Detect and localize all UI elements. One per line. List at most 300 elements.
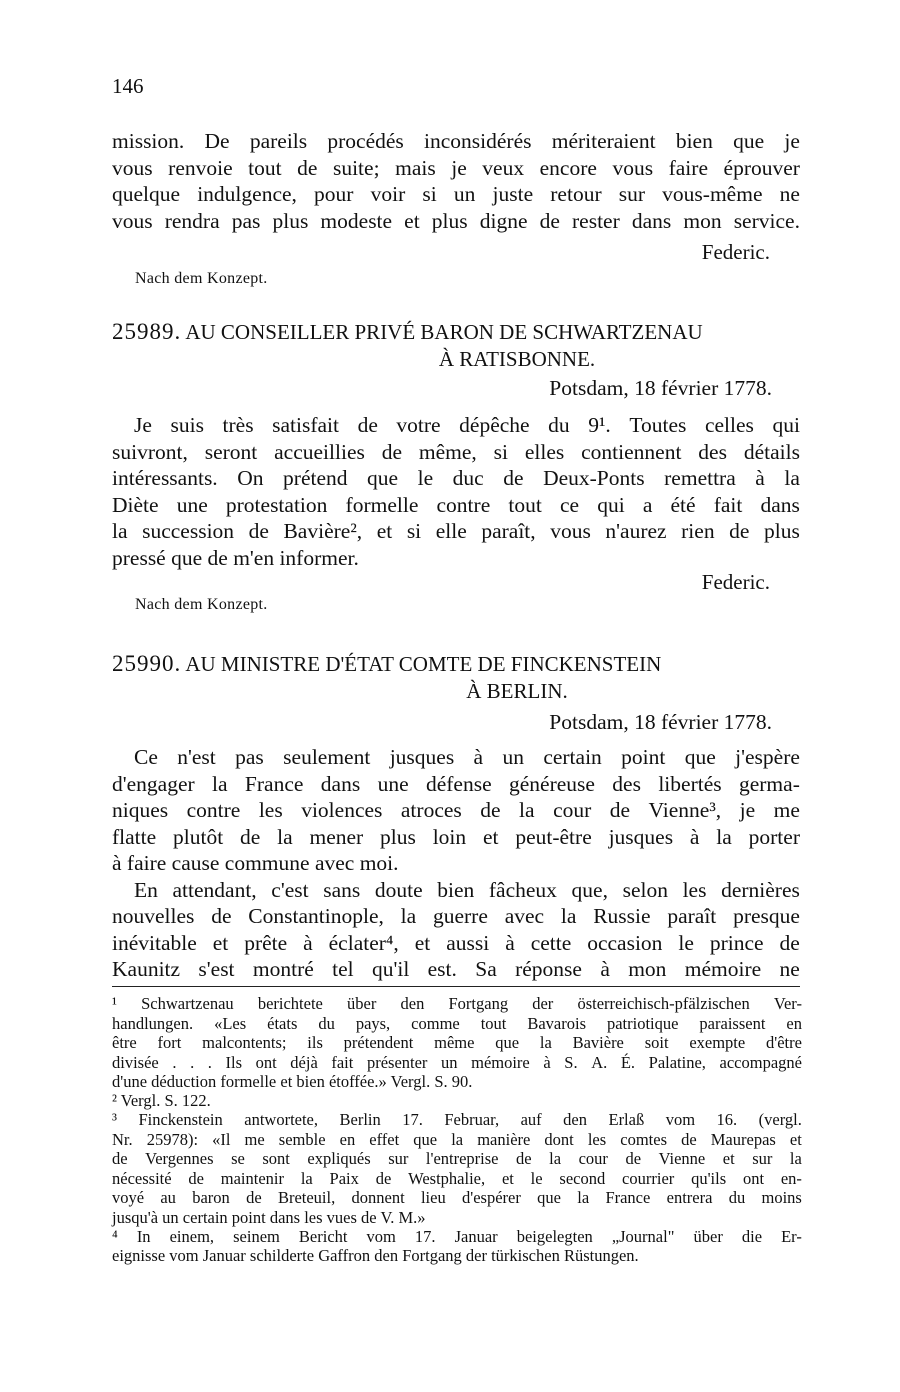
word: prince (709, 930, 764, 955)
word: Toutes (629, 413, 687, 437)
word: fait (331, 1052, 354, 1072)
word: plus (764, 519, 800, 543)
word: mission. (112, 129, 185, 153)
word: pareils (249, 129, 308, 153)
word: Bavière², (283, 519, 363, 543)
word: seront (204, 439, 258, 464)
word: On (237, 466, 264, 490)
word: pas (231, 208, 261, 233)
word: France (605, 1188, 651, 1207)
word: Deux-Ponts (543, 466, 645, 490)
word: d'engager (112, 771, 195, 796)
word: inconsidérés (424, 129, 532, 153)
word: violences (301, 798, 383, 822)
footnote-line: d'une déduction formelle et bien étoffée.» Vergl. S. 90. (112, 1072, 473, 1091)
word: renvoie (168, 155, 233, 180)
word: sont (262, 1149, 290, 1168)
word: n'aurez (605, 519, 667, 543)
word: suivront, (112, 439, 188, 464)
word: états (267, 1013, 298, 1033)
word: „Journal" (611, 1226, 675, 1246)
word: flatte (112, 824, 157, 849)
word: été (670, 492, 696, 517)
word: Schwartzenau (141, 994, 234, 1013)
word: que (413, 1129, 438, 1149)
word: que (495, 1033, 520, 1052)
word: éprouver (723, 155, 800, 180)
word: Bavière (572, 1033, 624, 1052)
word: exempte (689, 1033, 746, 1052)
word: c'est (271, 877, 309, 902)
continuation-paragraph (112, 128, 800, 234)
word: de (539, 208, 560, 233)
word: faire (668, 155, 708, 180)
word: de (248, 519, 269, 543)
letter-recipient: AU CONSEILLER PRIVÉ BARON DE SCHWARTZENAU (185, 320, 703, 344)
text-line (112, 465, 800, 492)
word: Ce (134, 745, 158, 769)
word: des (698, 439, 727, 464)
word: Bavarois (527, 1013, 586, 1033)
word: cette (530, 930, 572, 955)
word: beigelegten (516, 1226, 593, 1246)
word: baron (192, 1188, 230, 1207)
word: à (473, 745, 484, 769)
word: point (621, 745, 666, 769)
word: tout (248, 155, 282, 180)
footnote-line (112, 1053, 802, 1073)
word: plus (272, 208, 309, 233)
word: Kaunitz (112, 957, 181, 981)
word: de (112, 1149, 128, 1168)
footnotes (112, 994, 802, 1265)
word: qui (597, 492, 625, 517)
footnote-line: jusqu'à un certain point dans les vues de V. M.» (112, 1207, 426, 1227)
word: ne (779, 957, 800, 981)
word: une (377, 771, 409, 796)
letter-recipient: AU MINISTRE D'ÉTAT COMTE DE FINCKENSTEIN (185, 652, 662, 676)
word: Maurepas (710, 1129, 776, 1149)
word: mériteraient (551, 129, 656, 153)
word: occasion (587, 930, 663, 955)
word: en (339, 1129, 356, 1149)
word: contre (186, 798, 241, 822)
word: la (789, 1149, 802, 1168)
text-line (112, 439, 800, 466)
word: me (773, 798, 800, 822)
word: d'être (766, 1033, 802, 1052)
text-line: pressé que de m'en informer. (112, 545, 359, 570)
source-note: Nach dem Konzept. (135, 596, 268, 613)
word: tout (508, 492, 542, 517)
word: me (244, 1129, 265, 1149)
word: la (451, 1129, 464, 1149)
word: second (559, 1168, 606, 1188)
letter-dateline: Potsdam, 18 février 1778. (549, 710, 772, 734)
word: que (367, 466, 399, 490)
word: n'est (177, 745, 216, 769)
word: intéressants. (112, 466, 218, 490)
word: quelque (112, 182, 181, 206)
word: accueillies (274, 439, 365, 464)
word: loin (432, 824, 467, 849)
letter-number: 25989. (112, 319, 182, 344)
word: österreichisch-pfälzischen (577, 994, 750, 1013)
word: über (347, 994, 377, 1013)
word: la (112, 519, 128, 543)
word: déjà (290, 1052, 318, 1072)
word: Sa (475, 957, 497, 981)
word: de (609, 798, 631, 822)
word: donnent (351, 1188, 405, 1207)
word: rester (572, 208, 620, 233)
word: berichtete (257, 994, 323, 1013)
word: seulement (283, 745, 371, 769)
word: malcontents; (202, 1033, 287, 1052)
word: ont (742, 1168, 765, 1188)
word: patriotique (606, 1013, 679, 1033)
word: le (417, 466, 434, 490)
word: 17. (414, 1226, 436, 1246)
word: montré (252, 957, 314, 981)
word: mon (628, 957, 667, 981)
word: bien (437, 877, 475, 902)
word: je (451, 155, 467, 180)
word: dans (760, 492, 800, 517)
word: et (722, 1149, 735, 1168)
footnote-line (112, 1227, 802, 1247)
word: sur (618, 182, 646, 206)
word: sur (388, 1149, 409, 1168)
word: (vergl. (758, 1110, 802, 1129)
word: prétend (283, 466, 348, 490)
word: la (549, 1149, 562, 1168)
word: que (733, 129, 765, 153)
word: seinem (233, 1226, 280, 1246)
word: lieu (420, 1188, 446, 1207)
word: atroces (400, 798, 462, 822)
word: handlungen. (112, 1013, 194, 1033)
word: la (212, 771, 228, 796)
word: antwortete, (244, 1110, 319, 1129)
word: du (318, 1013, 335, 1033)
text-line: à faire cause commune avec moi. (112, 851, 399, 875)
word: qu'ils (691, 1168, 727, 1188)
word: à (689, 824, 700, 849)
word: nécessité (112, 1168, 172, 1188)
word: généreuse (508, 771, 595, 796)
word: retour (550, 182, 602, 206)
letter-body (112, 412, 800, 571)
word: presque (733, 904, 800, 928)
word: voir (370, 182, 406, 206)
word: la (577, 1188, 590, 1207)
word: procédés (327, 129, 404, 153)
word: un (453, 182, 476, 206)
word: de (729, 519, 750, 543)
word: Fortgang (448, 994, 509, 1013)
word: la (539, 1033, 552, 1052)
word: plutôt (173, 824, 224, 849)
word: vous (612, 155, 654, 180)
word: ne (779, 182, 800, 206)
word: bien (675, 129, 713, 153)
word: en- (780, 1168, 802, 1188)
word: germa- (738, 771, 800, 796)
word: über (693, 1226, 723, 1246)
word: et (789, 1129, 802, 1149)
word: inévitable (112, 930, 197, 955)
word: la (400, 904, 417, 928)
word: la (784, 466, 800, 490)
word: avec (504, 904, 545, 928)
word: entrera (666, 1188, 713, 1207)
word: maintenir (220, 1168, 284, 1188)
word: ⁴ (112, 1226, 118, 1246)
text-line (112, 181, 800, 208)
footnote-line (112, 1169, 802, 1189)
word: einem, (169, 1226, 215, 1246)
word: Er- (781, 1226, 802, 1246)
word: indulgence, (197, 182, 297, 206)
word: à (600, 957, 610, 981)
word: ils (307, 1033, 323, 1052)
word: selon (622, 877, 668, 902)
word: 9¹. (588, 413, 611, 437)
word: Je (134, 413, 152, 437)
word: qui (772, 413, 800, 437)
word: même (434, 1033, 475, 1052)
word: au (160, 1188, 176, 1207)
word: encore (539, 155, 597, 180)
word: vous (550, 519, 591, 543)
word: expliqués (307, 1149, 371, 1168)
word: den (563, 1110, 587, 1129)
word: service. (733, 208, 800, 233)
word: ¹ (112, 994, 117, 1013)
word: a (642, 492, 653, 517)
word: juste (492, 182, 534, 206)
word: le (678, 930, 694, 955)
word: de (240, 824, 261, 849)
text-line (112, 956, 800, 983)
word: modeste (320, 208, 393, 233)
word: Januar (454, 1226, 498, 1246)
source-note: Nach dem Konzept. (135, 270, 268, 287)
word: mais (395, 155, 436, 180)
word: É. (620, 1052, 636, 1072)
word: Vienne³, (648, 798, 722, 822)
word: rien (681, 519, 715, 543)
word: doute (374, 877, 423, 902)
word: den (400, 994, 425, 1013)
word: Breteuil, (277, 1188, 336, 1207)
word: In (136, 1226, 151, 1246)
word: de (246, 1188, 262, 1207)
word: succession (142, 519, 235, 543)
footnote-line (112, 1110, 802, 1130)
word: je (784, 129, 800, 153)
word: que (537, 1188, 561, 1207)
footnote-line (112, 1188, 802, 1208)
word: est. (427, 957, 457, 981)
word: même, (418, 439, 477, 464)
word: Ver- (773, 994, 802, 1013)
word: détails (743, 439, 800, 464)
word: sur (752, 1149, 773, 1168)
word: Paix (329, 1168, 359, 1188)
word: fait (713, 492, 743, 517)
word: satisfait (272, 413, 339, 437)
word: à (543, 1052, 551, 1072)
word: Palatine, (648, 1052, 706, 1072)
word: rendra (164, 208, 220, 233)
text-line (112, 744, 800, 771)
word: réponse (515, 957, 582, 981)
word: la (560, 904, 577, 928)
word: ont (255, 1052, 277, 1072)
word: s'est (198, 957, 235, 981)
word: Constantinople, (248, 904, 384, 928)
word: die (741, 1226, 763, 1246)
word: un (502, 745, 524, 769)
word: certain (543, 745, 602, 769)
text-line (112, 208, 800, 235)
word: jusques (608, 824, 674, 849)
word: protestation (225, 492, 328, 517)
word: Vergennes (145, 1149, 214, 1168)
word: à (303, 930, 313, 955)
word: . (190, 1052, 195, 1072)
word: paraît, (481, 519, 536, 543)
word: aussi (446, 930, 490, 955)
word: digne (479, 208, 528, 233)
word: à (755, 466, 765, 490)
word: comme (411, 1013, 460, 1033)
word: vous-même (662, 182, 763, 206)
word: et (482, 824, 499, 849)
word: peut-être (515, 824, 592, 849)
word: très (222, 413, 254, 437)
word: libertés (658, 771, 722, 796)
word: tel (332, 957, 354, 981)
text-line (112, 155, 800, 182)
text-line (112, 797, 800, 824)
word: . (207, 1052, 212, 1072)
signature: Federic. (701, 240, 770, 264)
letter-dateline: Potsdam, 18 février 1778. (549, 376, 772, 400)
word: «Il (212, 1129, 231, 1149)
word: auf (520, 1110, 542, 1129)
word: voyé (112, 1188, 145, 1207)
footnote-line (112, 994, 802, 1014)
word: de (625, 1149, 642, 1168)
word: dernières (721, 877, 800, 902)
word: De (204, 129, 230, 153)
text-line (112, 903, 800, 930)
word: fâcheux (488, 877, 557, 902)
word: duc (452, 466, 484, 490)
word: A. (591, 1052, 608, 1072)
word: mener (309, 824, 364, 849)
word: moins (761, 1188, 802, 1207)
word: la (300, 1168, 313, 1188)
word: les (258, 798, 283, 822)
word: contre (436, 492, 491, 517)
word: Diète (112, 492, 159, 517)
word: les (682, 877, 707, 902)
word: cour (578, 1149, 608, 1168)
word: prête (244, 930, 288, 955)
word: mémoire (684, 957, 762, 981)
text-line (112, 771, 800, 798)
text-line (112, 492, 800, 519)
word: la (519, 798, 535, 822)
word: elles (524, 439, 565, 464)
word: effet (369, 1129, 400, 1149)
word: porter (748, 824, 800, 849)
word: j'espère (735, 745, 800, 769)
letter-number: 25990. (112, 651, 182, 676)
word: la (277, 824, 293, 849)
letter-heading (112, 650, 802, 705)
word: des (612, 771, 641, 796)
word: dans (631, 208, 672, 233)
word: que, (571, 877, 608, 902)
word: qu'il (371, 957, 410, 981)
word: du (548, 413, 570, 437)
word: dont (544, 1129, 574, 1149)
word: une (176, 492, 208, 517)
word: celles (704, 413, 754, 437)
word: sans (323, 877, 361, 902)
text-line (112, 518, 800, 545)
word: manière (477, 1129, 531, 1149)
word: de (357, 413, 378, 437)
word: être (112, 1033, 137, 1052)
word: de (297, 155, 318, 180)
word: Februar, (444, 1110, 500, 1129)
footnote-line: ² Vergl. S. 122. (112, 1091, 211, 1110)
text-line (112, 128, 800, 155)
word: si (406, 519, 422, 543)
word: et (212, 930, 229, 955)
word: vom (366, 1226, 396, 1246)
word: du (728, 1188, 746, 1207)
word: suis (170, 413, 204, 437)
word: et (376, 519, 393, 543)
word: les (587, 1129, 607, 1149)
word: fort (157, 1033, 182, 1052)
word: «Les (214, 1013, 247, 1033)
word: soit (644, 1033, 669, 1052)
word: de (375, 1168, 392, 1188)
word: suite; (332, 155, 380, 180)
word: mémoire (471, 1052, 530, 1072)
page-number: 146 (112, 74, 144, 98)
word: à (505, 930, 515, 955)
word: de (211, 904, 232, 928)
word: S. (564, 1052, 578, 1072)
word: de (381, 439, 403, 464)
word: tout (480, 1013, 507, 1033)
word: Russie (593, 904, 651, 928)
word: d'espérer (461, 1188, 521, 1207)
word: der (532, 994, 554, 1013)
word: formelle (345, 492, 419, 517)
word: guerre (432, 904, 488, 928)
signature: Federic. (701, 570, 770, 594)
